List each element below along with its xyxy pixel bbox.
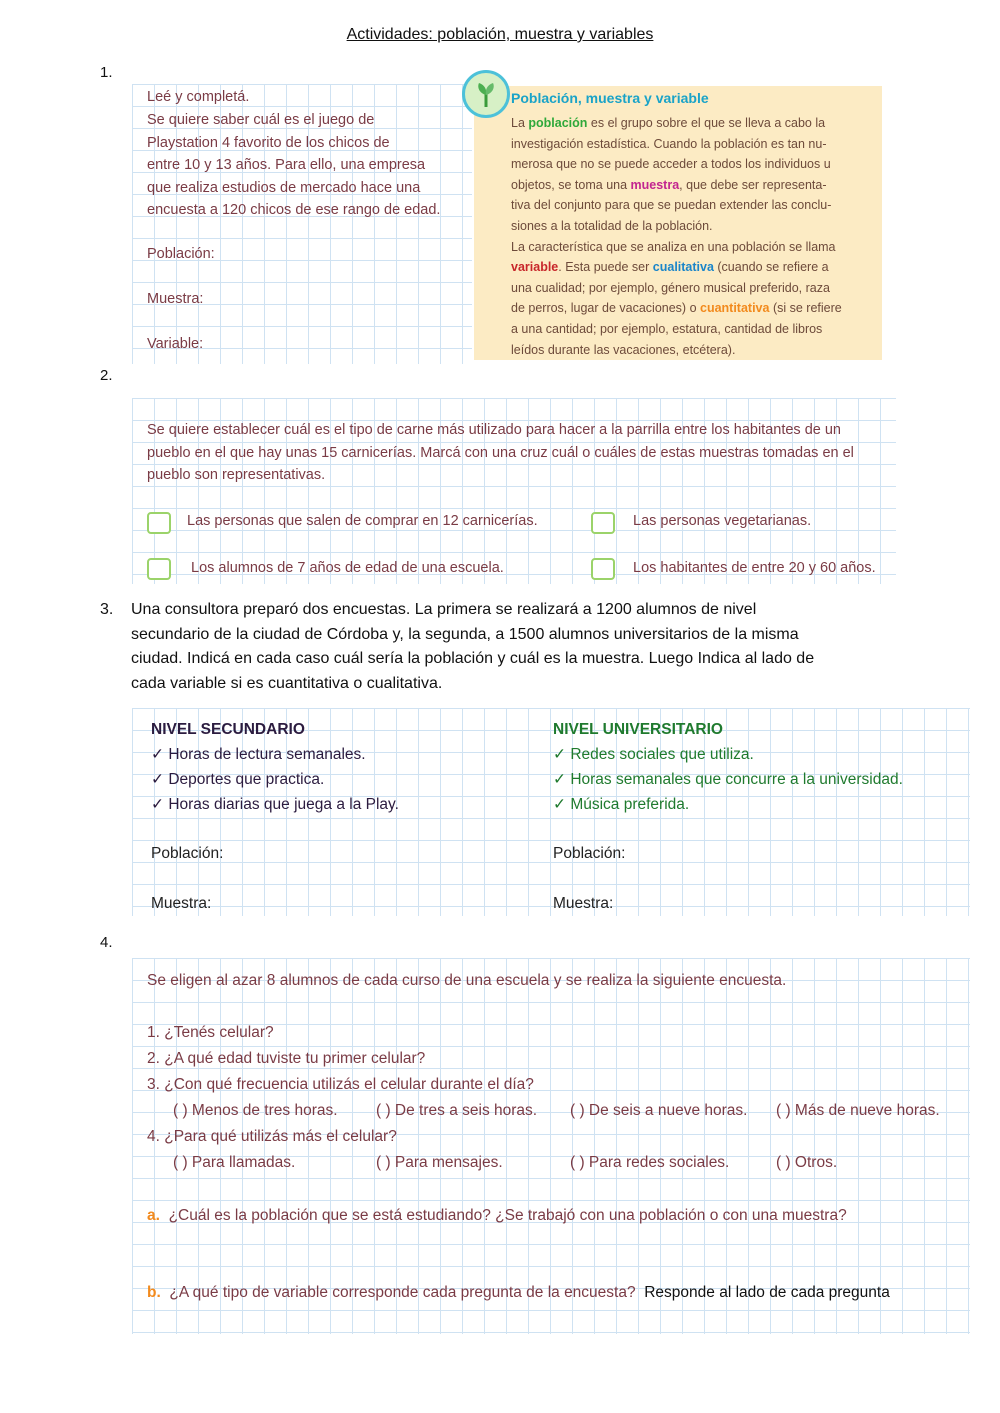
info-box-body — [511, 113, 871, 360]
info-line: una cualidad; por ejemplo, género musical preferido, raza — [511, 280, 830, 295]
item-label: Música preferida. — [570, 796, 690, 813]
exercise-3-text — [131, 598, 814, 696]
exercise-1-number: 1. — [100, 64, 113, 81]
use-option-3: ( ) Para redes sociales. — [570, 1154, 730, 1171]
info-text: objetos, se toma una — [511, 177, 631, 192]
check-icon: ✓ — [151, 746, 164, 763]
item-label: Horas semanales que concurre a la universidad. — [570, 771, 903, 788]
info-text: (cuando se refiere a — [713, 260, 829, 275]
option-label-1: Las personas que salen de comprar en 12 carnicerías. — [187, 513, 538, 529]
keyword-poblacion: población — [528, 116, 588, 130]
question-a — [147, 1207, 847, 1225]
option-label-2: Las personas vegetarianas. — [633, 513, 812, 529]
text-line: Playstation 4 favorito de los chicos de — [147, 134, 390, 151]
exercise-4-number: 4. — [100, 934, 113, 951]
text-line: que realiza estudios de mercado hace una — [147, 179, 421, 196]
exercise-4-grid — [132, 958, 970, 1334]
text-line: pueblo en el que hay unas 15 carnicerías. Marcá con una cruz cuál o cuáles de estas muestras tomadas en el — [147, 444, 854, 461]
exercise-1-instructions: Leé y completá. — [147, 89, 250, 105]
secundario-item-1 — [151, 745, 366, 764]
seedling-icon — [462, 70, 510, 118]
exercise-4-intro: Se eligen al azar 8 alumnos de cada curso de una escuela y se realiza la siguiente encuesta. — [147, 972, 787, 989]
secundario-heading: NIVEL SECUNDARIO — [151, 721, 305, 738]
universitario-muestra-label: Muestra: — [553, 895, 614, 912]
info-line: La característica que se analiza en una población se llama — [511, 239, 836, 254]
text-line: pueblo son representativas. — [147, 467, 326, 483]
text-line: ciudad. Indicá en cada caso cuál sería la población y cuál es la muestra. Luego Indica al lado de — [131, 650, 815, 667]
info-text: , que debe ser representa- — [679, 177, 827, 192]
text-line: entre 10 y 13 años. Para ello, una empresa — [147, 157, 426, 173]
info-line: merosa que no se puede acceder a todos los individuos u — [511, 157, 831, 172]
option-label-3: Los alumnos de 7 años de edad de una escuela. — [191, 560, 504, 576]
option-checkbox-4[interactable] — [591, 558, 615, 580]
option-checkbox-3[interactable] — [147, 558, 171, 580]
freq-option-3: ( ) De seis a nueve horas. — [570, 1102, 748, 1119]
question-2: 2. ¿A qué edad tuviste tu primer celular? — [147, 1050, 426, 1067]
text-line: Se quiere saber cuál es el juego de — [147, 112, 375, 128]
question-b-note: Responde al lado de cada pregunta — [644, 1284, 890, 1301]
option-checkbox-2[interactable] — [591, 512, 615, 534]
option-label-4: Los habitantes de entre 20 y 60 años. — [633, 560, 876, 576]
check-icon: ✓ — [553, 746, 566, 763]
info-line: a una cantidad; por ejemplo, estatura, cantidad de libros — [511, 321, 823, 336]
text-line: Una consultora preparó dos encuestas. La primera se realizará a 1200 alumnos de nivel — [131, 601, 757, 618]
use-option-1: ( ) Para llamadas. — [173, 1154, 296, 1171]
check-icon: ✓ — [553, 796, 566, 813]
info-text: es el grupo sobre el que se lleva a cabo la — [587, 116, 826, 130]
info-line: leídos durante las vacaciones, etcétera). — [511, 342, 736, 357]
universitario-poblacion-label: Población: — [553, 845, 626, 862]
keyword-cualitativa: cualitativa — [652, 260, 714, 275]
text-line: encuesta a 120 chicos de ese rango de edad. — [147, 202, 441, 218]
text-line: cada variable si es cuantitativa o cualitativa. — [131, 674, 443, 692]
info-text: La — [511, 116, 529, 130]
question-b-letter: b. — [147, 1284, 161, 1301]
text-line: secundario de la ciudad de Córdoba y, la segunda, a 1500 alumnos universitarios de la misma — [131, 625, 799, 643]
question-a-letter: a. — [147, 1207, 160, 1224]
info-text: . Esta puede ser — [558, 260, 653, 275]
universitario-item-2 — [553, 770, 903, 789]
universitario-heading: NIVEL UNIVERSITARIO — [553, 721, 723, 738]
info-text: de perros, lugar de vacaciones) o — [511, 301, 700, 316]
exercise-2-number: 2. — [100, 367, 113, 384]
universitario-item-1 — [553, 745, 754, 764]
info-line: investigación estadística. Cuando la población es tan nu- — [511, 136, 827, 151]
question-1: 1. ¿Tenés celular? — [147, 1024, 274, 1041]
item-label: Deportes que practica. — [168, 771, 325, 788]
exercise-1-text — [147, 109, 440, 222]
check-icon: ✓ — [151, 771, 164, 788]
freq-option-2: ( ) De tres a seis horas. — [376, 1102, 538, 1119]
muestra-label: Muestra: — [147, 291, 204, 307]
question-b — [147, 1284, 890, 1302]
item-label: Horas diarias que juega a la Play. — [168, 796, 399, 813]
info-box-title: Población, muestra y variable — [511, 90, 709, 106]
freq-option-1: ( ) Menos de tres horas. — [173, 1102, 338, 1119]
question-4: 4. ¿Para qué utilizás más el celular? — [147, 1128, 397, 1145]
keyword-cuantitativa: cuantitativa — [700, 301, 770, 316]
freq-option-4: ( ) Más de nueve horas. — [776, 1102, 940, 1119]
exercise-2-text — [147, 419, 854, 487]
check-icon: ✓ — [553, 771, 566, 788]
secundario-poblacion-label: Población: — [151, 845, 224, 862]
info-line: siones a la totalidad de la población. — [511, 218, 713, 233]
text-line: Se quiere establecer cuál es el tipo de carne más utilizado para hacer a la parrilla entre los habitantes de un — [147, 422, 841, 438]
info-line: tiva del conjunto para que se puedan extender las conclu- — [511, 198, 832, 213]
variable-label: Variable: — [147, 336, 204, 352]
use-option-4: ( ) Otros. — [776, 1154, 838, 1171]
universitario-item-3 — [553, 795, 689, 814]
question-3: 3. ¿Con qué frecuencia utilizás el celular durante el día? — [147, 1076, 534, 1093]
exercise-3-number: 3. — [100, 601, 114, 618]
question-a-text: ¿Cuál es la población que se está estudiando? ¿Se trabajó con una población o con una muestra? — [168, 1207, 847, 1224]
page-title: Actividades: población, muestra y variables — [346, 26, 654, 43]
info-text: (si se refiere — [769, 301, 842, 316]
keyword-variable: variable — [511, 260, 559, 275]
item-label: Redes sociales que utiliza. — [570, 746, 754, 763]
option-checkbox-1[interactable] — [147, 512, 171, 534]
secundario-muestra-label: Muestra: — [151, 895, 212, 912]
secundario-item-3 — [151, 795, 399, 814]
keyword-muestra: muestra — [630, 177, 680, 192]
use-option-2: ( ) Para mensajes. — [376, 1154, 503, 1171]
poblacion-label: Población: — [147, 246, 215, 262]
check-icon: ✓ — [151, 796, 164, 813]
question-b-text: ¿A qué tipo de variable corresponde cada pregunta de la encuesta? — [169, 1284, 636, 1301]
item-label: Horas de lectura semanales. — [168, 746, 366, 763]
secundario-item-2 — [151, 770, 324, 789]
